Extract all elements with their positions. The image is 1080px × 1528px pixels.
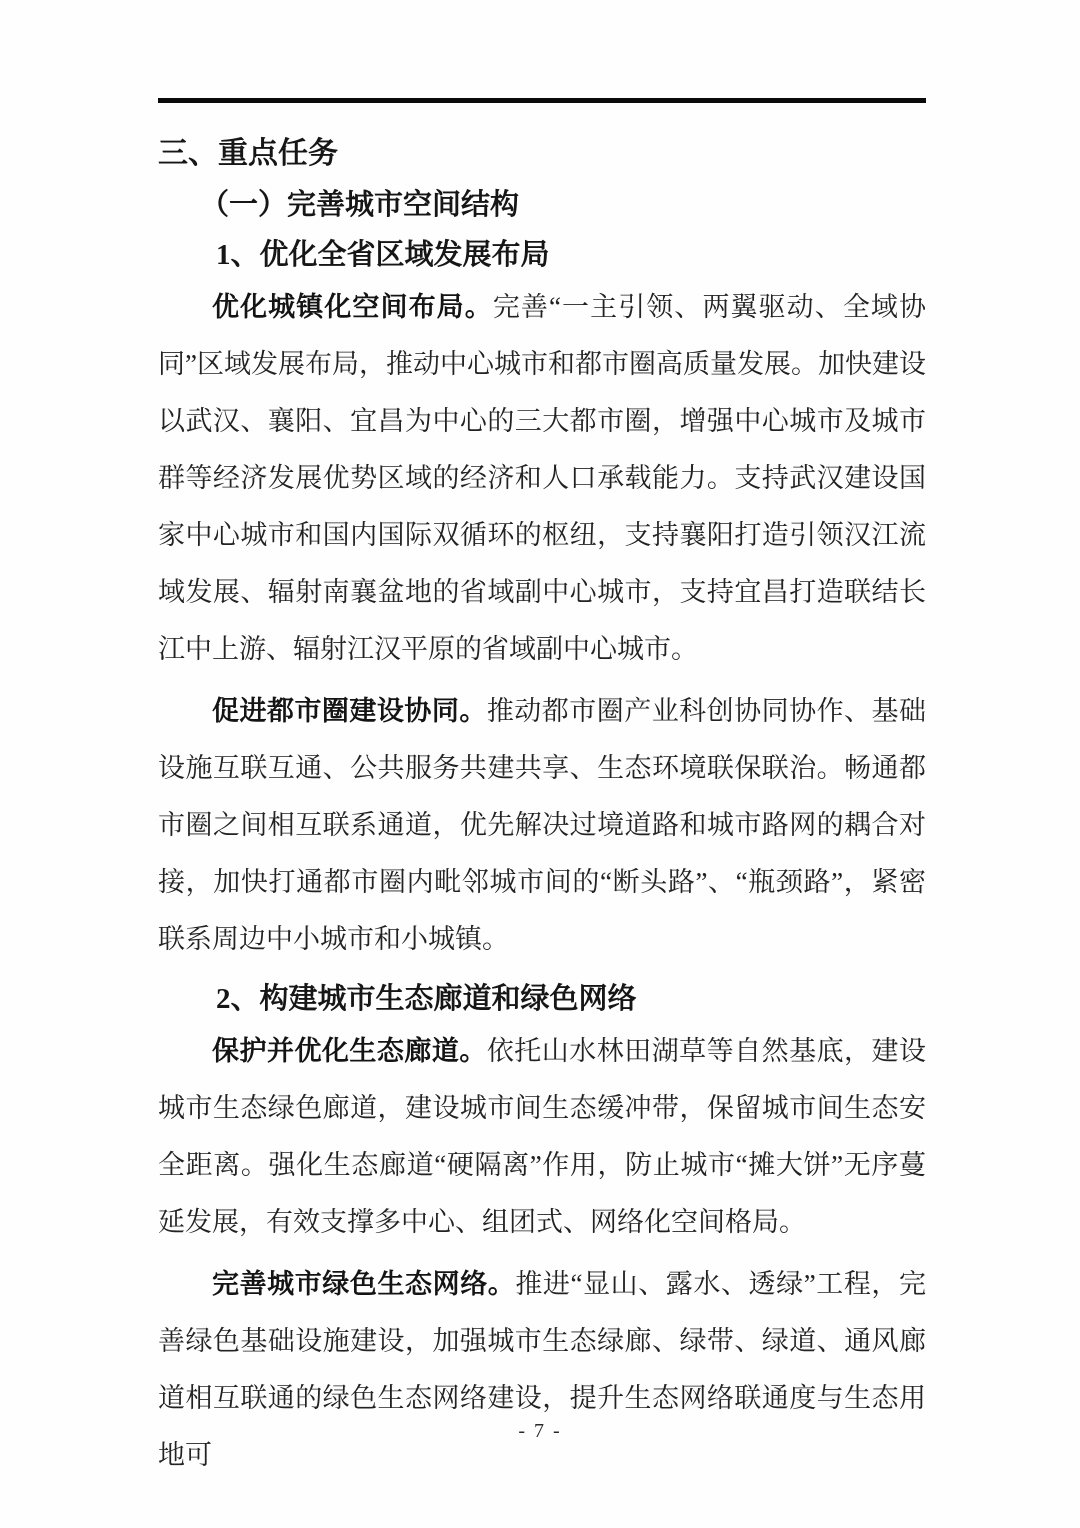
paragraph-1 [158,279,926,678]
paragraph-4-lead: 完善城市绿色生态网络。 [212,1269,516,1299]
paragraph-4 [158,1256,926,1484]
item-heading-1: 1、优化全省区域发展布局 [216,239,550,271]
paragraph-3-lead: 保护并优化生态廊道。 [212,1036,487,1066]
paragraph-2-text: 推动都市圈产业科创协同协作、基础设施互联互通、公共服务共建共享、生态环境联保联治。畅通都市圈之间相互联系通道，优先解决过境道路和城市路网的耦合对接，加快打通都市圈内毗邻城市间的“断头路”、“瓶颈路”，紧密联系周边中小城市和小城镇。 [158,696,927,954]
header-rule [158,98,926,103]
paragraph-3-text: 依托山水林田湖草等自然基底，建设城市生态绿色廊道，建设城市间生态缓冲带，保留城市间生态安全距离。强化生态廊道“硬隔离”作用，防止城市“摊大饼”无序蔓延发展，有效支撑多中心、组团式、网络化空间格局。 [158,1036,927,1237]
section-heading: 三、重点任务 [158,137,338,170]
paragraph-2-lead: 促进都市圈建设协同。 [212,696,487,726]
page-number: - 7 - [518,1420,562,1442]
paragraph-1-lead: 优化城镇化空间布局。 [212,292,493,322]
paragraph-4-text: 推进“显山、露水、透绿”工程，完善绿色基础设施建设，加强城市生态绿廊、绿带、绿道、通风廊道相互联通的绿色生态网络建设，提升生态网络联通度与生态用地可 [158,1269,926,1470]
page-content [158,0,926,1484]
paragraph-3 [158,1023,926,1251]
paragraph-1-text: 完善“一主引领、两翼驱动、全域协同”区域发展布局，推动中心城市和都市圈高质量发展。加快建设以武汉、襄阳、宜昌为中心的三大都市圈，增强中心城市及城市群等经济发展优势区域的经济和人口承载能力。支持武汉建设国家中心城市和国内国际双循环的枢纽，支持襄阳打造引领汉江流域发展、辐射南襄盆地的省域副中心城市，支持宜昌打造联结长江中上游、辐射江汉平原的省域副中心城市。 [158,292,927,664]
item-heading-2: 2、构建城市生态廊道和绿色网络 [216,983,637,1015]
paragraph-2 [158,683,926,968]
subsection-heading: （一）完善城市空间结构 [200,189,520,221]
